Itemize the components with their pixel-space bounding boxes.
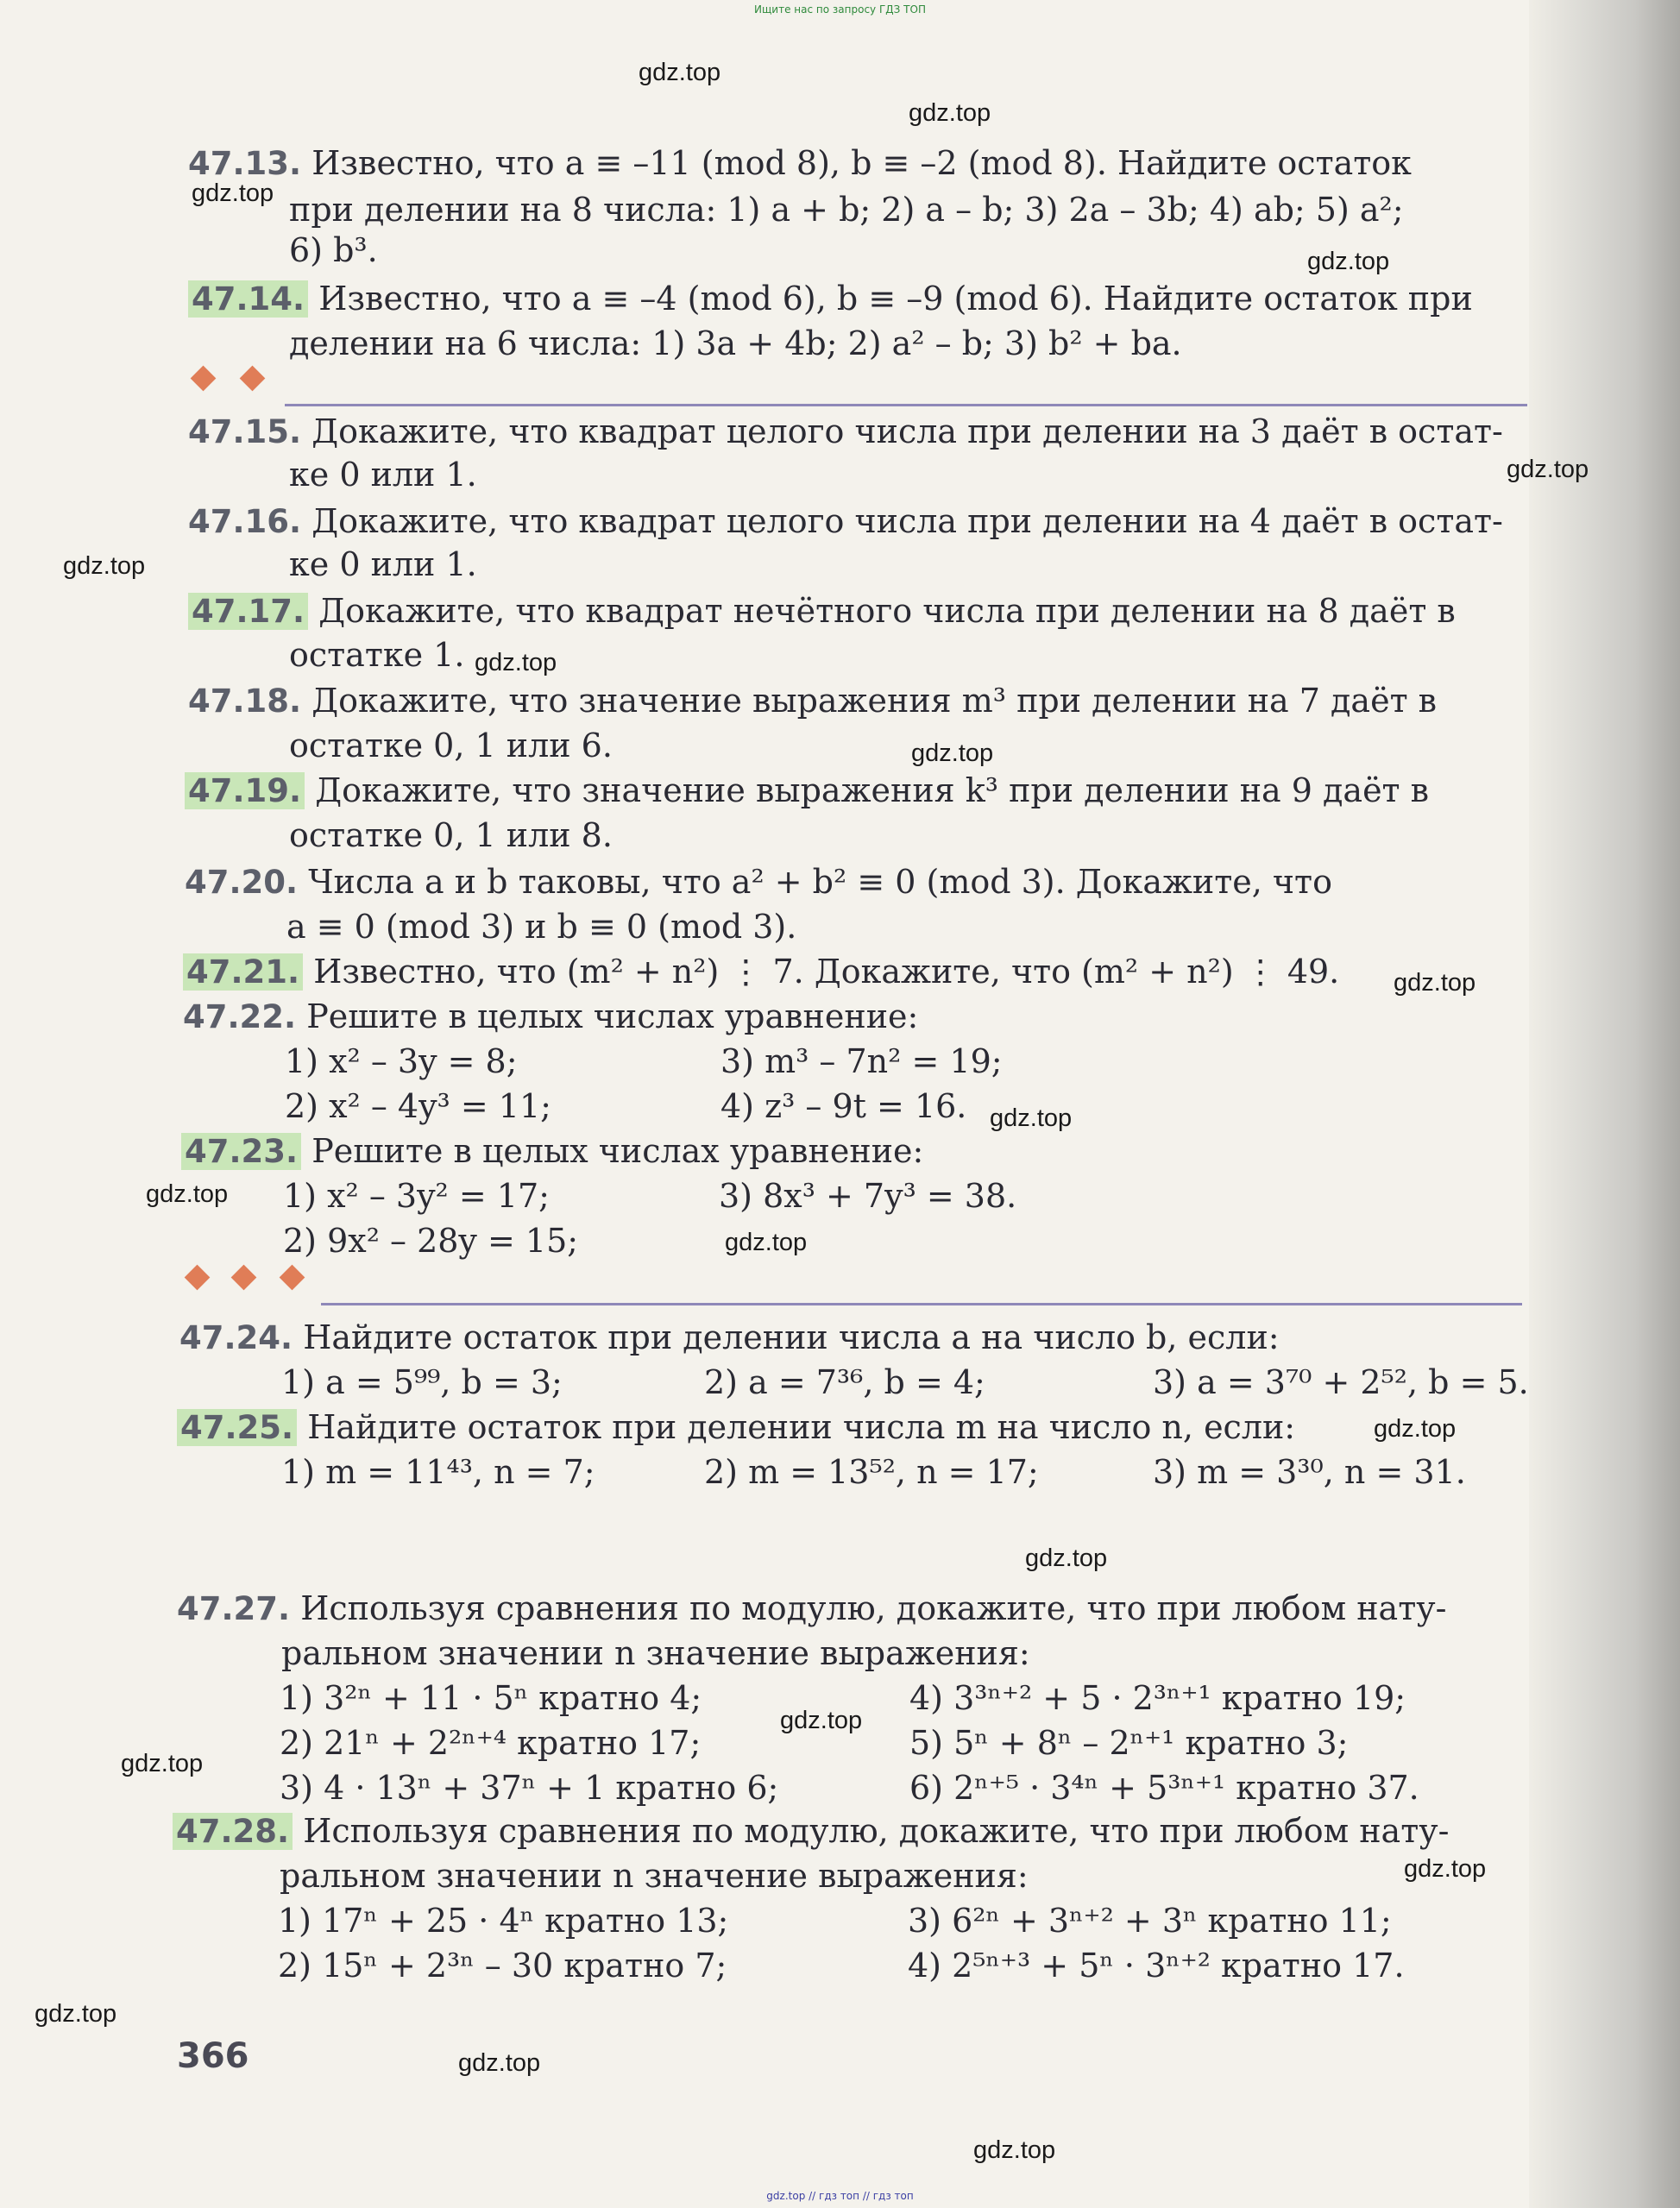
problem-number: 47.18. [188, 683, 302, 720]
problem-47-25 [177, 1405, 1295, 1450]
problem-items [280, 1676, 1522, 1810]
problem-items [278, 1898, 1520, 1988]
problem-text: Решите в целых числах уравнение: [311, 1132, 924, 1170]
watermark: gdz.top [990, 1104, 1073, 1132]
watermark: gdz.top [121, 1750, 204, 1777]
problem-item: 1) 17ⁿ + 25 · 4ⁿ кратно 13; [278, 1902, 729, 1940]
problem-item: 1) a = 5⁹⁹, b = 3; [281, 1363, 563, 1401]
problem-text: Докажите, что значение выражения k³ при делении на 9 даёт в [315, 771, 1430, 809]
watermark: gdz.top [725, 1229, 808, 1256]
problem-items [281, 1450, 1524, 1494]
problem-text: Докажите, что квадрат нечётного числа при делении на 8 даёт в [318, 592, 1456, 630]
problem-item: 3) m = 3³⁰, n = 31. [1153, 1453, 1466, 1491]
watermark: gdz.top [192, 179, 274, 207]
problem-number: 47.27. [177, 1590, 291, 1627]
problem-text-line: ке 0 или 1. [289, 545, 477, 583]
problem-number: 47.13. [188, 145, 302, 182]
watermark: gdz.top [475, 649, 557, 676]
problem-text-line: остатке 1. [289, 636, 465, 674]
watermark: gdz.top [909, 99, 991, 127]
problem-item: 2) a = 7³⁶, b = 4; [704, 1363, 985, 1401]
problem-text-line: ке 0 или 1. [289, 456, 477, 494]
problem-item: 4) 2⁵ⁿ⁺³ + 5ⁿ · 3ⁿ⁺² кратно 17. [908, 1947, 1405, 1985]
problem-number: 47.21. [183, 953, 303, 991]
problem-number: 47.25. [177, 1409, 297, 1446]
problem-number: 47.22. [183, 998, 297, 1035]
problem-text-line: при делении на 8 числа: 1) a + b; 2) a – b; 3) 2a – 3b; 4) ab; 5) a²; [289, 191, 1404, 229]
problem-item: 6) 2ⁿ⁺⁵ · 3⁴ⁿ + 5³ⁿ⁺¹ кратно 37. [909, 1769, 1419, 1807]
header-note: Ищите нас по запросу ГДЗ ТОП [754, 3, 926, 16]
problem-text: Известно, что a ≡ –11 (mod 8), b ≡ –2 (mod 8). Найдите остаток [311, 144, 1412, 182]
problem-text: Найдите остаток при делении числа a на число b, если: [303, 1318, 1280, 1356]
difficulty-diamond-icon [280, 1265, 305, 1291]
problem-number: 47.28. [173, 1813, 293, 1850]
problem-item: 3) a = 3⁷⁰ + 2⁵², b = 5. [1153, 1363, 1529, 1401]
difficulty-diamond-icon [231, 1265, 257, 1291]
problem-number: 47.20. [185, 864, 299, 901]
watermark: gdz.top [35, 2000, 117, 2028]
problem-item: 3) 6²ⁿ + 3ⁿ⁺² + 3ⁿ кратно 11; [908, 1902, 1392, 1940]
problem-number: 47.24. [179, 1319, 293, 1356]
problem-number: 47.19. [185, 772, 305, 809]
problem-47-19 [185, 768, 1429, 814]
watermark: gdz.top [973, 2136, 1056, 2164]
problem-items [281, 1360, 1529, 1405]
page-number: 366 [177, 2036, 249, 2076]
problem-number: 47.16. [188, 503, 302, 540]
problem-text: Используя сравнения по модулю, докажите, что при любом нату- [303, 1812, 1450, 1850]
problem-text: Используя сравнения по модулю, докажите, что при любом нату- [300, 1589, 1447, 1627]
problem-text-line: ральном значении n значение выражения: [281, 1634, 1030, 1672]
problem-item: 4) z³ – 9t = 16. [720, 1087, 967, 1125]
problem-47-27 [177, 1586, 1446, 1632]
watermark: gdz.top [1394, 969, 1476, 997]
problem-number: 47.17. [188, 593, 308, 630]
watermark: gdz.top [1404, 1855, 1487, 1883]
problem-item: 4) 3³ⁿ⁺² + 5 · 2³ⁿ⁺¹ кратно 19; [909, 1679, 1406, 1717]
problem-item: 2) m = 13⁵², n = 17; [704, 1453, 1039, 1491]
problem-items [285, 1039, 1061, 1129]
section-separator [285, 404, 1527, 406]
problem-text: Докажите, что значение выражения m³ при делении на 7 даёт в [311, 682, 1438, 720]
problem-item: 1) x² – 3y² = 17; [283, 1177, 550, 1215]
problem-47-22 [183, 994, 918, 1040]
problem-item: 5) 5ⁿ + 8ⁿ – 2ⁿ⁺¹ кратно 3; [909, 1724, 1349, 1762]
problem-item: 2) 9x² – 28y = 15; [283, 1222, 579, 1260]
problem-text-line: остатке 0, 1 или 8. [289, 816, 613, 854]
problem-47-28 [173, 1809, 1449, 1854]
watermark: gdz.top [780, 1707, 863, 1734]
problem-47-20 [185, 859, 1332, 905]
problem-item: 2) 15ⁿ + 2³ⁿ – 30 кратно 7; [278, 1947, 727, 1985]
problem-item: 2) x² – 4y³ = 11; [285, 1087, 551, 1125]
watermark: gdz.top [146, 1180, 229, 1208]
problem-47-13 [188, 141, 1412, 186]
problem-47-24 [179, 1315, 1280, 1361]
problem-text-line: делении на 6 числа: 1) 3a + 4b; 2) a² – b; 3) b² + ba. [289, 324, 1182, 362]
problem-47-14 [188, 276, 1473, 322]
problem-text: Найдите остаток при делении числа m на число n, если: [307, 1408, 1296, 1446]
problem-47-15 [188, 409, 1503, 455]
watermark: gdz.top [1025, 1544, 1108, 1572]
watermark: gdz.top [639, 59, 721, 86]
problem-text-line: a ≡ 0 (mod 3) и b ≡ 0 (mod 3). [286, 908, 797, 946]
watermark: gdz.top [1507, 456, 1589, 483]
page-binding-shadow [1529, 0, 1680, 2208]
difficulty-diamond-icon [240, 366, 266, 392]
problem-47-21 [183, 949, 1339, 995]
watermark: gdz.top [63, 552, 146, 580]
problem-item: 3) 4 · 13ⁿ + 37ⁿ + 1 кратно 6; [280, 1769, 779, 1807]
footer-note: gdz.top // гдз топ // гдз топ [766, 2190, 914, 2202]
problem-number: 47.23. [181, 1133, 301, 1170]
difficulty-diamond-icon [185, 1265, 211, 1291]
problem-text: Известно, что (m² + n²) ⋮ 7. Докажите, что (m² + n²) ⋮ 49. [313, 953, 1340, 991]
watermark: gdz.top [1307, 248, 1390, 275]
difficulty-diamond-icon [191, 366, 217, 392]
problem-item: 1) 3²ⁿ + 11 · 5ⁿ кратно 4; [280, 1679, 702, 1717]
watermark: gdz.top [911, 739, 994, 767]
problem-item: 1) x² – 3y = 8; [285, 1042, 518, 1080]
problem-text-line: остатке 0, 1 или 6. [289, 727, 613, 764]
problem-47-17 [188, 588, 1456, 634]
problem-text: Докажите, что квадрат целого числа при делении на 3 даёт в остат- [311, 412, 1503, 450]
problem-47-16 [188, 499, 1503, 544]
watermark: gdz.top [458, 2049, 541, 2077]
problem-47-18 [188, 678, 1437, 724]
problem-items [283, 1173, 1060, 1263]
problem-number: 47.15. [188, 413, 302, 450]
problem-item: 3) m³ – 7n² = 19; [720, 1042, 1003, 1080]
watermark: gdz.top [1374, 1415, 1457, 1443]
problem-number: 47.14. [188, 280, 308, 318]
problem-47-23 [181, 1129, 923, 1174]
problem-text-line: ральном значении n значение выражения: [280, 1857, 1029, 1895]
problem-text: Решите в целых числах уравнение: [306, 997, 919, 1035]
section-separator [321, 1303, 1522, 1305]
problem-text: Числа a и b таковы, что a² + b² ≡ 0 (mod 3). Докажите, что [308, 863, 1332, 901]
problem-text-line: 6) b³. [289, 231, 378, 269]
problem-item: 2) 21ⁿ + 2²ⁿ⁺⁴ кратно 17; [280, 1724, 702, 1762]
problem-item: 3) 8x³ + 7y³ = 38. [719, 1177, 1017, 1215]
problem-item: 1) m = 11⁴³, n = 7; [281, 1453, 595, 1491]
problem-text: Докажите, что квадрат целого числа при делении на 4 даёт в остат- [311, 502, 1503, 540]
problem-text: Известно, что a ≡ –4 (mod 6), b ≡ –9 (mod 6). Найдите остаток при [318, 280, 1473, 318]
